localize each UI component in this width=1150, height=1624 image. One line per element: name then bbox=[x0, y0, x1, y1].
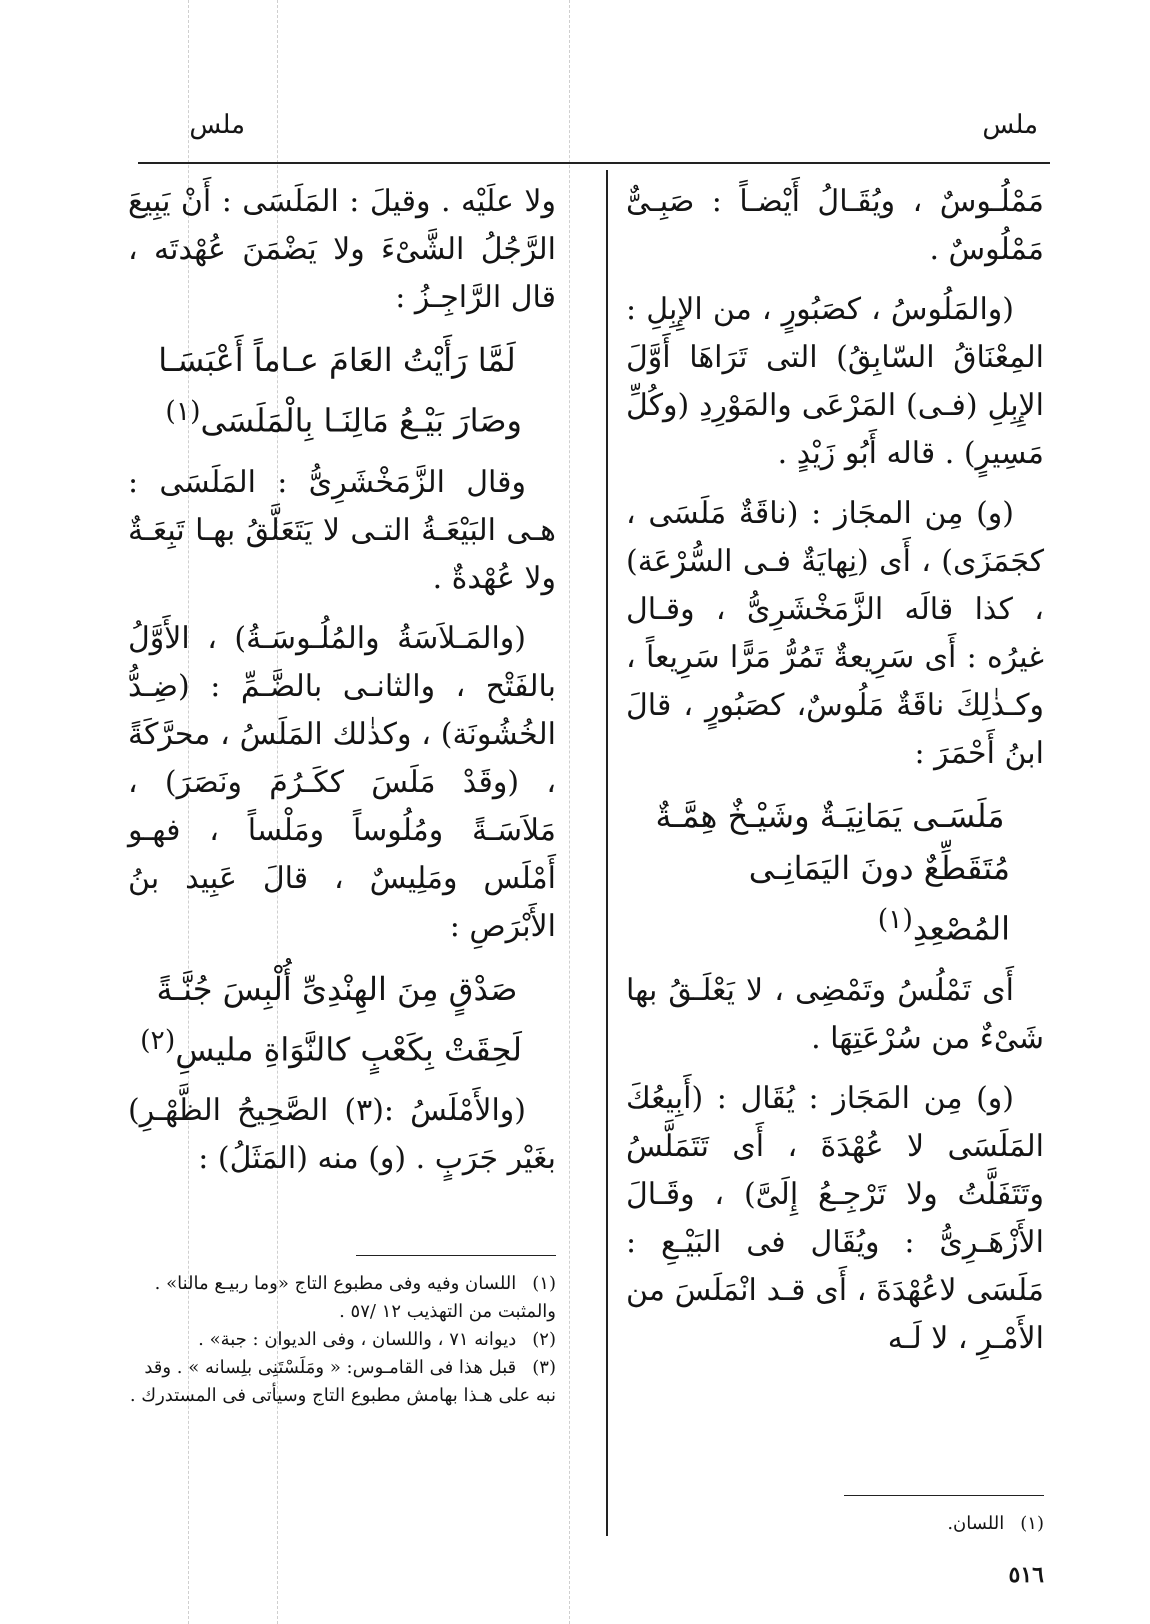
paragraph: ولا علَيْه . وقيلَ : المَلَسَى : أَنْ يَبِيعَ الرَّجُلُ الشَّىْءَ ولا يَضْمَنَ عُهْدتَه ، قال الرَّاجِـزُ : bbox=[128, 184, 556, 315]
column-divider bbox=[606, 170, 608, 1536]
page-number: ٥١٦ bbox=[1008, 1562, 1044, 1588]
paragraph: (والمَـلاَسَةُ والمُلُـوسَـةُ) ، الأَوَّلُ بالفَتْح ، والثانـى بالضَّـمِّ : (ضِـدُّ الخُشُونَة) ، وكذٰلك المَلَسُ ، محرَّكَةً ، (وقَدْ مَلَسَ ككَـرُمَ ونَصَرَ) ، مَلاَسَـةً ومُلُوساً ومَلْساً ، فهـو أَمْلَس ومَلِيسٌ ، قالَ عَبِيد بنُ الأَبْرَصِ : bbox=[128, 620, 556, 944]
scan-guide-line bbox=[569, 0, 570, 1624]
paragraph: (و) مِن المَجَاز : يُقَال : (أَبِيعُكَ المَلَسَى لا عُهْدَةَ ، أَى تَتَمَلَّسُ وتَتَفَلَّتُ ولا تَرْجِـعُ إِلَىَّ) ، وقَـالَ الأَزْهَـرِىُّ : ويُقَال فى البَيْـعِ : مَلَسَى لاعُهْدَةَ ، أَى قـد انْمَلَسَ من الأَمْـرِ ، لا لَـه bbox=[626, 1080, 1044, 1356]
footnotes-left bbox=[128, 1270, 556, 1410]
footnote-number: (٣) bbox=[532, 1357, 556, 1378]
paragraph: وقال الزَّمَخْشَرِىُّ : المَلَسَى : هـى البَيْعَـةُ التـى لا يَتَعَلَّقُ بهـا تَبِعَـةٌ ولا عُهْدةٌ . bbox=[128, 464, 556, 596]
paragraph: (والمَلُوسُ ، كصَبُورٍ ، من الإِبِلِ : المِعْنَاقُ السّابِقُ) التى تَرَاهَا أَوَّلَ الإِبِلِ (فـى) المَرْعَى والمَوْرِدِ (وكُلِّ مَسِيرٍ) . قاله أَبُو زَيْدٍ . bbox=[626, 292, 1044, 471]
left-column bbox=[128, 178, 556, 1195]
header-rule bbox=[138, 162, 1050, 164]
verse bbox=[128, 963, 556, 1076]
footnote-text: ديوانه ٧١ ، واللسان ، وفى الديوان : جبة» . bbox=[198, 1329, 517, 1350]
paragraph: (والأَمْلَسُ :(٣) الصَّحِيحُ الظَّهْـرِ) بغَيْر جَرَبٍ . (و) منه (المَثَلُ) : bbox=[128, 1093, 556, 1177]
paragraph: أَى تَمْلُسُ وتَمْضِى ، لا يَعْلَـقُ بها شَىْءٌ من سُرْعَتِهَا . bbox=[626, 972, 1044, 1056]
footnote-number: (٢) bbox=[532, 1329, 556, 1350]
footnote-text: اللسان. bbox=[947, 1513, 1005, 1534]
verse-line-2 bbox=[128, 1015, 546, 1076]
footnote-marker: (١) bbox=[877, 904, 913, 935]
verse-text: لَحِقَتْ بِكَعْبٍ كالنَّوَاةِ مليسِ bbox=[175, 1030, 522, 1069]
paragraph: (و) مِن المجَاز : (ناقَةٌ مَلَسَى ، كجَمَزَى) ، أَى (نِهايَةٌ فـى السُّرْعَة) ، كذا قالَه الزَّمَخْشَرِىُّ ، وقـال غيرُه : أَى سَرِيعةٌ تَمُرُّ مَرًّا سَرِيعاً ، وكـذٰلِكَ ناقَةٌ مَلُوسٌ، كصَبُورٍ ، قالَ ابنُ أَحْمَرَ : bbox=[626, 496, 1044, 771]
verse-line-2 bbox=[128, 386, 546, 447]
verse-text: وصَارَ بَيْـعُ مَالِنَـا بِالْمَلَسَى bbox=[200, 401, 522, 440]
footnote bbox=[626, 1510, 1044, 1538]
footnote-rule bbox=[356, 1255, 556, 1256]
verse-line-2 bbox=[626, 842, 1034, 955]
footnote bbox=[128, 1326, 556, 1354]
footnote bbox=[128, 1270, 556, 1326]
running-header-right: ملس bbox=[982, 110, 1038, 140]
footnotes-right bbox=[626, 1510, 1044, 1538]
verse-line-1: مَلَسَـى يَمَانِيَـةٌ وشَيْـخٌ هِمَّـةٌ bbox=[655, 797, 1005, 835]
footnote-text: اللسان وفيه وفى مطبوع التاج «وما ربيـع مالنا» . والمثبت من التهذيب ١٢ /٥٧ . bbox=[154, 1273, 556, 1322]
verse-text: مُتَقَطِّعٌ دونَ اليَمَانِـى المُصْعِدِ bbox=[748, 849, 1010, 948]
paragraph: مَمْلُـوسٌ ، ويُقَـالُ أَيْضـاً : صَبِـىٌّ مَمْلُوسٌ . bbox=[626, 184, 1044, 267]
verse bbox=[626, 790, 1044, 955]
footnote-number: (١) bbox=[1020, 1513, 1044, 1534]
footnote-marker: (٢) bbox=[140, 1024, 176, 1056]
right-column bbox=[626, 178, 1044, 1375]
footnote-text: قبل هذا فى القامـوس: « ومَلَسْتَنِى بلِسانه » . وقد نبه على هـذا بهامش مطبوع التاج وسيأتى فى المستدرك . bbox=[129, 1357, 556, 1406]
footnote bbox=[128, 1354, 556, 1410]
footnote-marker: (١) bbox=[165, 396, 201, 427]
footnote-rule bbox=[844, 1495, 1044, 1496]
verse-line-1: صَدْقٍ مِنَ الهِنْدِىِّ أُلْبِسَ جُنَّـةً bbox=[156, 969, 518, 1008]
running-header-left: ملس bbox=[189, 110, 245, 140]
verse bbox=[128, 334, 556, 447]
verse-line-1: لَمَّا رَأَيْتُ العَامَ عـاماً أَعْبَسَـا bbox=[158, 341, 516, 379]
footnote-number: (١) bbox=[532, 1273, 556, 1294]
